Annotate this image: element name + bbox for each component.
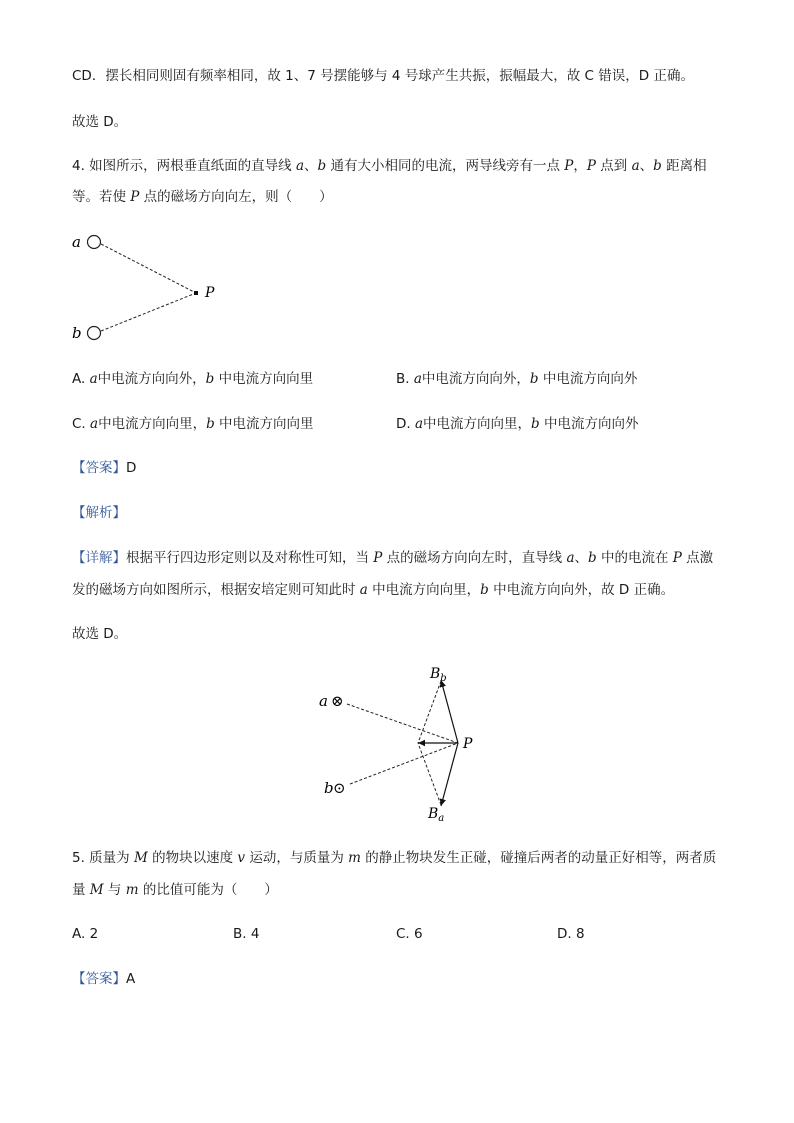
point-p xyxy=(194,291,198,295)
q5-answer: 【答案】A xyxy=(72,971,136,987)
wire-b xyxy=(88,327,101,340)
paragraph-cd: CD．摆长相同则固有频率相同，故 1、7 号摆能够与 4 号球产生共振，振幅最大，故 C 错误，D 正确。 xyxy=(72,68,694,84)
q4-answer: 【答案】D xyxy=(72,460,137,476)
q5-stem-line2: 量 M 与 m 的比值可能为（ ） xyxy=(72,882,278,898)
option-d: D. a中电流方向向里，b 中电流方向向外 xyxy=(396,416,639,432)
fig-label-a: a xyxy=(72,233,81,251)
q5-option-b: B. 4 xyxy=(233,926,260,942)
q5-stem-line1: 5. 质量为 M 的物块以速度 v 运动，与质量为 m 的静止物块发生正碰，碰撞后两者的动量正好相等，两者质 xyxy=(72,850,717,866)
dashed-line-b xyxy=(101,293,196,331)
q4-solution-figure xyxy=(312,660,482,825)
parallelogram-bottom xyxy=(418,743,441,805)
q4-detail-line1: 【详解】根据平行四边形定则以及对称性可知，当 P 点的磁场方向向左时，直导线 a、b 中的电流在 P 点激 xyxy=(72,550,714,566)
vector-ba xyxy=(441,743,458,806)
vector-bb xyxy=(441,680,458,743)
q4-conclusion: 故选 D。 xyxy=(72,626,128,642)
conclusion-q3: 故选 D。 xyxy=(72,114,128,130)
fig-label-p: P xyxy=(205,285,215,301)
label-ba: $B_a$ xyxy=(428,806,445,824)
sol-dashed-b xyxy=(350,743,458,784)
q4-figure xyxy=(64,225,234,345)
q4-detail-line2: 发的磁场方向如图所示，根据安培定则可知此时 a 中电流方向向里，b 中电流方向向外，故 D 正确。 xyxy=(72,582,675,598)
q5-option-d: D. 8 xyxy=(557,926,585,942)
label-bb: $B_b$ xyxy=(430,666,447,684)
option-c: C. a中电流方向向里，b 中电流方向向里 xyxy=(72,416,314,432)
sol-label-b: b xyxy=(324,779,334,797)
cross-icon: ⊗ xyxy=(331,692,344,710)
option-a: A. a中电流方向向外，b 中电流方向向里 xyxy=(72,371,314,387)
dashed-line-a xyxy=(101,244,196,293)
wire-a xyxy=(88,236,101,249)
q4-analysis-tag: 【解析】 xyxy=(72,505,126,521)
sol-label-a: a xyxy=(319,692,328,710)
parallelogram-top xyxy=(418,681,441,743)
fig-label-b: b xyxy=(72,324,82,342)
dot-icon: ⊙ xyxy=(333,779,346,797)
sol-dashed-a xyxy=(347,704,458,743)
q4-stem-line1: 4. 如图所示，两根垂直纸面的直导线 a、b 通有大小相同的电流，两导线旁有一点 P，P 点到 a、b 距离相 xyxy=(72,158,707,174)
q4-stem-line2: 等。若使 P 点的磁场方向向左，则（ ） xyxy=(72,189,333,205)
sol-label-p: P xyxy=(463,736,473,752)
q5-option-a: A. 2 xyxy=(72,926,99,942)
option-b: B. a中电流方向向外，b 中电流方向向外 xyxy=(396,371,638,387)
q5-option-c: C. 6 xyxy=(396,926,423,942)
